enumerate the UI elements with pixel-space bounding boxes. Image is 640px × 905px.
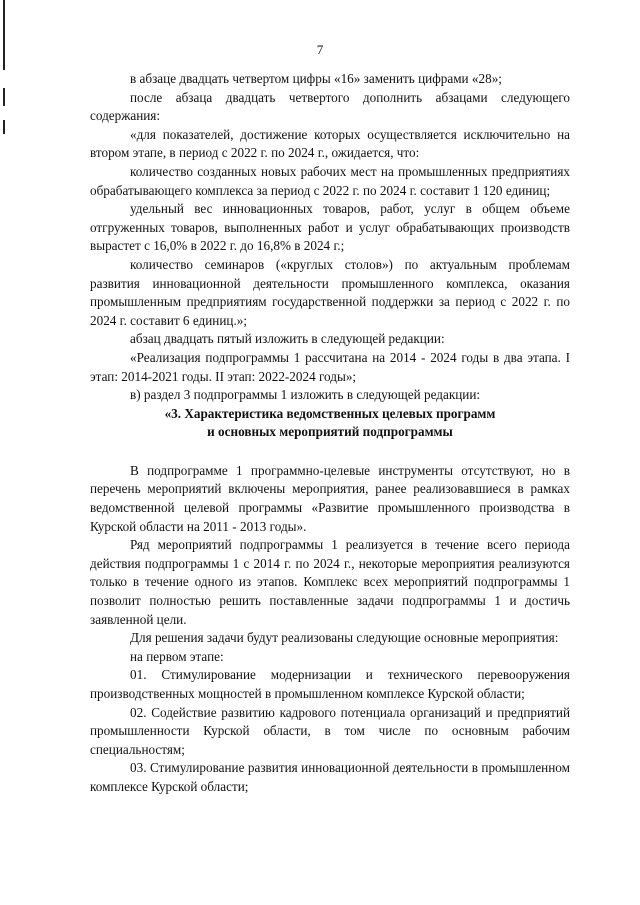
paragraph: в) раздел 3 подпрограммы 1 изложить в следующей редакции: [130, 387, 481, 403]
document-body [90, 70, 570, 797]
margin-line [3, 120, 5, 134]
paragraph: 03. Стимулирование развития инновационной деятельности в промышленном комплексе Курской области; [90, 760, 570, 794]
paragraph: абзац двадцать пятый изложить в следующей редакции: [130, 331, 445, 347]
paragraph: количество созданных новых рабочих мест на промышленных предприятиях обрабатывающего комплекса за период с 2022 г. по 2024 г. составит 1 120 единиц; [90, 163, 570, 198]
paragraph: «для показателей, достижение которых осуществляется исключительно на втором этапе, в период с 2022 г. по 2024 г., ожидается, что: [90, 126, 570, 161]
paragraph: В подпрограмме 1 программно-целевые инструменты отсутствуют, но в перечень мероприятий включены мероприятия, ранее реализовавшиеся в рамках ведомственной целевой программы «Развитие промышленного производства в Курской области на 2011 - 2013 годы». [90, 462, 570, 534]
section-heading: «3. Характеристика ведомственных целевых программ [164, 405, 496, 421]
paragraph: на первом этапе: [130, 648, 224, 664]
paragraph: «Реализация подпрограммы 1 рассчитана на 2014 - 2024 годы в два этапа. I этап: 2014-2021 годы. II этап: 2022-2024 годы»; [90, 349, 570, 384]
paragraph: количество семинаров («круглых столов») по актуальным проблемам развития инновационной деятельности промышленного комплекса, оказания промышленным предприятиям государственной поддержки за период с 2022 г. по 2024 г. составит 6 единиц.»; [90, 256, 570, 328]
paragraph: 01. Стимулирование модернизации и технического перевооружения производственных мощностей в промышленном комплексе Курской области; [90, 667, 570, 701]
paragraph: 02. Содействие развитию кадрового потенциала организаций и предприятий промышленности Курской области, в том числе по основным рабочим специальностям; [90, 704, 570, 757]
section-heading: и основных мероприятий подпрограммы [207, 424, 453, 440]
spacer [90, 442, 570, 462]
paragraph: Для решения задачи будут реализованы следующие основные мероприятия: [130, 630, 559, 646]
paragraph: в абзаце двадцать четвертом цифры «16» заменить цифрами «28»; [130, 71, 502, 86]
page-number: 7 [316, 42, 324, 57]
margin-line [3, 0, 5, 70]
paragraph: Ряд мероприятий подпрограммы 1 реализуется в течение всего периода действия подпрограммы 1 с 2014 г. по 2024 г., некоторые мероприятия реализуются только в течение одного из этапов. Комплекс всех мероприятий подпрограммы 1 позволит полностью решить поставленные задачи подпрограммы 1 и достичь заявленной цели. [90, 537, 570, 627]
paragraph: удельный вес инновационных товаров, работ, услуг в общем объеме отгруженных товаров, выполненных работ и услуг обрабатывающих производств вырастет с 16,0% в 2022 г. до 16,8% в 2024 г.; [90, 201, 570, 254]
paragraph: после абзаца двадцать четвертого дополнить абзацами следующего содержания: [90, 89, 570, 124]
margin-line [3, 88, 5, 106]
